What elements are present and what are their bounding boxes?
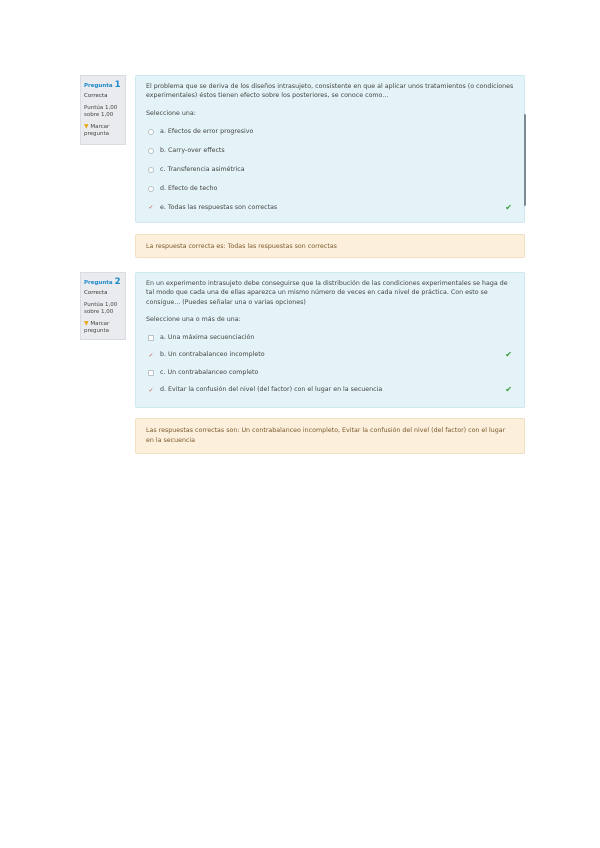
answer-prompt: Seleccione una:	[146, 109, 196, 117]
question-number: Pregunta 2	[84, 277, 121, 287]
correct-answer-feedback: Las respuestas correctas son: Un contrabalanceo incompleto, Evitar la confusión del nivel (del factor) con el lugar en la secuencia	[135, 418, 525, 454]
scrollbar[interactable]	[524, 114, 526, 206]
answer-option[interactable]	[146, 329, 514, 347]
answer-option[interactable]	[146, 179, 514, 198]
question-info	[80, 75, 126, 145]
question-text: El problema que se deriva de los diseños intrasujeto, consistente en que al aplicar unos tratamientos (o condiciones experimentales) éstos tienen efecto sobre los posteriores, se conoce como...	[146, 83, 514, 100]
flag-icon: ▼	[84, 319, 89, 327]
answer-label: c. Transferencia asimétrica	[160, 166, 245, 174]
selected-tick-icon[interactable]: ✓	[148, 386, 154, 394]
question-state: Correcta	[84, 93, 108, 100]
check-icon: ✔	[505, 350, 512, 359]
answer-option[interactable]	[146, 141, 514, 160]
checkbox[interactable]	[148, 335, 154, 341]
selected-tick-icon[interactable]: ✓	[148, 351, 154, 359]
check-icon: ✔	[505, 385, 512, 394]
selected-tick-icon[interactable]: ✓	[148, 204, 154, 212]
flag-question-link[interactable]: ▼ Marcar pregunta	[84, 122, 110, 138]
answer-label: c. Un contrabalanceo completo	[160, 368, 259, 376]
answer-option[interactable]	[146, 122, 514, 141]
flag-icon: ▼	[84, 122, 89, 130]
answer-label: b. Carry-over effects	[160, 147, 225, 155]
radio-button[interactable]	[148, 167, 154, 173]
question-formulation	[135, 272, 525, 408]
question-text: En un experimento intrasujeto debe conseguirse que la distribución de las condiciones experimentales se haga de tal modo que cada una de ellas aparezca un mismo número de veces en cada nivel de práctica. Con esto se consigue... (Puedes señalar una o varias opciones)	[146, 280, 508, 306]
answer-option-selected[interactable]	[146, 198, 514, 217]
radio-button[interactable]	[148, 129, 154, 135]
answer-list	[146, 329, 514, 399]
answer-list	[146, 122, 514, 217]
correct-answer-feedback: La respuesta correcta es: Todas las respuestas son correctas	[135, 234, 525, 258]
question-grade: Puntúa 1,00 sobre 1,00	[84, 104, 118, 119]
answer-option-selected[interactable]	[146, 381, 514, 399]
radio-button[interactable]	[148, 148, 154, 154]
radio-button[interactable]	[148, 186, 154, 192]
flag-question-link[interactable]: ▼ Marcar pregunta	[84, 319, 110, 335]
question-state: Correcta	[84, 290, 108, 297]
answer-label: b. Un contrabalanceo incompleto	[160, 351, 265, 359]
answer-option[interactable]	[146, 160, 514, 179]
answer-label: e. Todas las respuestas son correctas	[160, 204, 278, 212]
answer-label: a. Una máxima secuenciación	[160, 333, 255, 341]
answer-prompt: Seleccione una o más de una:	[146, 316, 241, 324]
answer-label: d. Evitar la confusión del nivel (del factor) con el lugar en la secuencia	[160, 386, 383, 394]
question-number: Pregunta 1	[84, 80, 121, 90]
checkbox[interactable]	[148, 370, 154, 376]
answer-option-selected[interactable]	[146, 346, 514, 364]
answer-label: d. Efecto de techo	[160, 185, 218, 193]
question-formulation	[135, 75, 525, 223]
answer-option[interactable]	[146, 364, 514, 382]
question-grade: Puntúa 1,00 sobre 1,00	[84, 301, 118, 316]
answer-label: a. Efectos de error progresivo	[160, 128, 254, 136]
question-info	[80, 272, 126, 340]
check-icon: ✔	[505, 202, 512, 212]
